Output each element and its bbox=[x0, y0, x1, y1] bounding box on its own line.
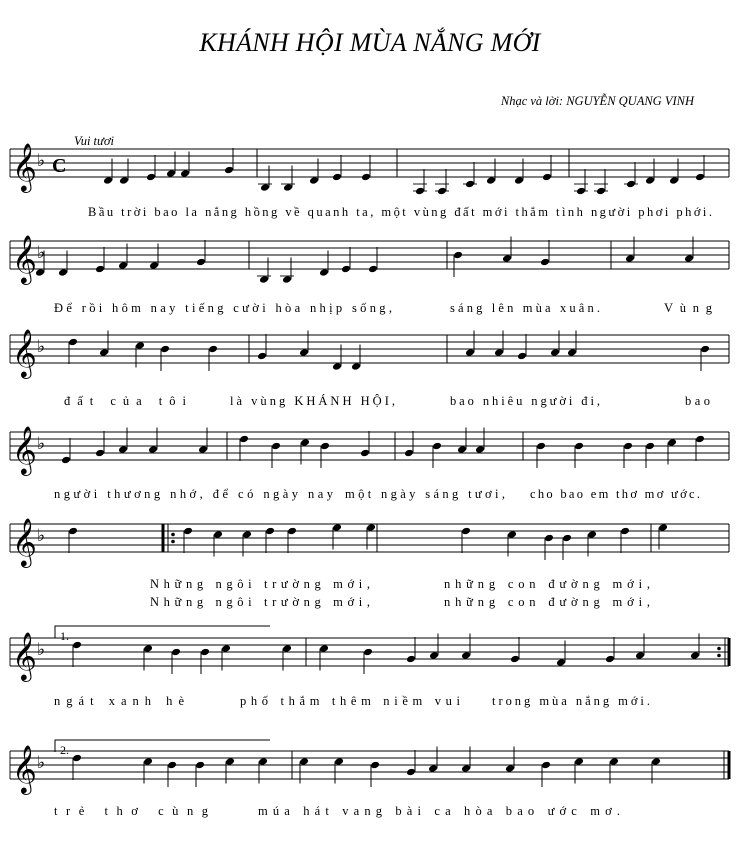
note-head bbox=[635, 651, 645, 660]
note-head bbox=[541, 761, 551, 770]
note-head bbox=[180, 169, 190, 178]
note-head bbox=[620, 527, 630, 536]
composer-credit: Nhạc và lời: NGUYỄN QUANG VINH bbox=[500, 94, 694, 108]
note-head bbox=[143, 757, 153, 766]
note-head bbox=[118, 445, 128, 454]
note-head bbox=[567, 348, 577, 357]
note-head bbox=[406, 768, 416, 777]
note-head bbox=[361, 173, 371, 182]
lyric-line: Vùng bbox=[664, 301, 712, 315]
lyric-line: Bầu trời bao la nắng hồng về quanh ta, một vùng đất mới thắm tình người phơi phới. bbox=[88, 205, 712, 219]
note-head bbox=[453, 251, 463, 260]
note-head bbox=[658, 523, 668, 532]
note-head bbox=[461, 527, 471, 536]
note-head bbox=[143, 644, 153, 653]
note-head bbox=[258, 757, 268, 766]
note-head bbox=[536, 442, 546, 451]
treble-clef: 𝄞 bbox=[12, 142, 37, 191]
note-head bbox=[667, 438, 677, 447]
note-head bbox=[587, 530, 597, 539]
note-head bbox=[544, 534, 554, 543]
note-head bbox=[457, 445, 467, 454]
note-head bbox=[609, 757, 619, 766]
lyric-line: bao nhiêu người đi, bbox=[450, 394, 600, 408]
note-head bbox=[645, 442, 655, 451]
note-head bbox=[669, 176, 679, 185]
note-head bbox=[198, 445, 208, 454]
note-head bbox=[72, 754, 82, 763]
note-head bbox=[465, 348, 475, 357]
note-head bbox=[58, 268, 68, 277]
key-signature-flat: ♭ bbox=[37, 526, 46, 546]
note-head bbox=[148, 445, 158, 454]
note-head bbox=[334, 757, 344, 766]
note-head bbox=[319, 644, 329, 653]
lyric-line: Để rồi hôm nay tiếng cười hòa nhịp sống, bbox=[54, 301, 392, 315]
note-head bbox=[404, 449, 414, 458]
note-head bbox=[200, 648, 210, 657]
note-head bbox=[517, 352, 527, 361]
lyric-line: múa hát vang bài ca hòa bao ước mơ. bbox=[258, 804, 620, 818]
note-head bbox=[556, 658, 566, 667]
note-head bbox=[300, 438, 310, 447]
note-head bbox=[95, 449, 105, 458]
note-head bbox=[507, 530, 517, 539]
lyric-line: cho bao em thơ mơ ước. bbox=[530, 487, 700, 501]
note-head bbox=[700, 345, 710, 354]
volta-bracket bbox=[55, 740, 270, 752]
note-head bbox=[332, 362, 342, 371]
lyric-line: phố thắm thêm niềm vui bbox=[240, 694, 460, 708]
note-head bbox=[160, 345, 170, 354]
note-head bbox=[72, 641, 82, 650]
key-signature-flat: ♭ bbox=[37, 151, 46, 171]
note-head bbox=[260, 183, 270, 192]
note-head bbox=[195, 761, 205, 770]
note-head bbox=[183, 527, 193, 536]
note-head bbox=[239, 435, 249, 444]
note-head bbox=[562, 534, 572, 543]
key-signature-flat: ♭ bbox=[37, 434, 46, 454]
note-head bbox=[166, 169, 176, 178]
note-head bbox=[149, 261, 159, 270]
note-head bbox=[146, 173, 156, 182]
treble-clef: 𝄞 bbox=[12, 425, 37, 474]
note-head bbox=[287, 527, 297, 536]
note-head bbox=[505, 764, 515, 773]
note-head bbox=[510, 655, 520, 664]
note-head bbox=[494, 348, 504, 357]
key-signature-flat: ♭ bbox=[37, 243, 46, 263]
note-head bbox=[695, 435, 705, 444]
treble-clef: 𝄞 bbox=[12, 234, 37, 283]
tempo-marking: Vui tươi bbox=[74, 134, 114, 148]
note-head bbox=[690, 651, 700, 660]
note-head bbox=[282, 275, 292, 284]
note-head bbox=[461, 651, 471, 660]
note-head bbox=[319, 268, 329, 277]
note-head bbox=[406, 655, 416, 664]
note-head bbox=[213, 530, 223, 539]
note-head bbox=[167, 761, 177, 770]
note-head bbox=[645, 176, 655, 185]
note-head bbox=[542, 173, 552, 182]
volta-bracket bbox=[55, 626, 270, 638]
note-head bbox=[271, 442, 281, 451]
volta-number: 2. bbox=[60, 743, 69, 757]
repeat-dot bbox=[171, 540, 175, 544]
time-signature: C bbox=[52, 155, 67, 177]
note-head bbox=[282, 644, 292, 653]
note-head bbox=[502, 254, 512, 263]
note-head bbox=[225, 757, 235, 766]
treble-clef: 𝄞 bbox=[12, 328, 37, 377]
note-head bbox=[257, 352, 267, 361]
note-head bbox=[432, 442, 442, 451]
lyric-line: những con đường mới, bbox=[444, 595, 650, 609]
note-head bbox=[320, 442, 330, 451]
note-head bbox=[363, 648, 373, 657]
repeat-dot bbox=[171, 533, 175, 537]
note-head bbox=[61, 456, 71, 465]
lyric-line: Những ngôi trường mới, bbox=[150, 595, 371, 609]
note-head bbox=[366, 523, 376, 532]
note-head bbox=[550, 348, 560, 357]
lyric-line: trẻ thơ cùng bbox=[54, 804, 208, 818]
lyric-line: đất của tôi bbox=[64, 394, 186, 408]
note-head bbox=[540, 258, 550, 267]
key-signature-flat: ♭ bbox=[37, 337, 46, 357]
note-head bbox=[368, 265, 378, 274]
note-head bbox=[208, 345, 218, 354]
note-head bbox=[351, 362, 361, 371]
lyric-line: người thương nhớ, để có ngày nay bbox=[54, 487, 334, 501]
note-head bbox=[574, 757, 584, 766]
key-signature-flat: ♭ bbox=[37, 753, 46, 773]
note-head bbox=[283, 183, 293, 192]
note-head bbox=[299, 348, 309, 357]
lyric-line: là vùng KHÁNH HỘI, bbox=[230, 394, 395, 408]
note-head bbox=[370, 761, 380, 770]
song-title: KHÁNH HỘI MÙA NẮNG MỚI bbox=[199, 28, 541, 57]
lyric-line: sáng lên mùa xuân. bbox=[450, 301, 600, 315]
lyric-line: ngát xanh hè bbox=[54, 694, 184, 708]
note-head bbox=[99, 348, 109, 357]
lyric-line: trong mùa nắng mới. bbox=[492, 694, 650, 708]
note-head bbox=[309, 176, 319, 185]
note-head bbox=[684, 254, 694, 263]
note-head bbox=[224, 166, 234, 175]
note-head bbox=[623, 442, 633, 451]
treble-clef: 𝄞 bbox=[12, 631, 37, 680]
treble-clef: 𝄞 bbox=[12, 744, 37, 793]
note-head bbox=[514, 176, 524, 185]
note-head bbox=[574, 442, 584, 451]
note-head bbox=[68, 527, 78, 536]
note-head bbox=[221, 644, 231, 653]
note-head bbox=[119, 176, 129, 185]
treble-clef: 𝄞 bbox=[12, 517, 37, 566]
note-head bbox=[242, 530, 252, 539]
key-signature-flat: ♭ bbox=[37, 640, 46, 660]
note-head bbox=[332, 173, 342, 182]
note-head bbox=[171, 648, 181, 657]
note-head bbox=[625, 254, 635, 263]
lyric-line: những con đường mới, bbox=[444, 577, 650, 591]
note-head bbox=[360, 449, 370, 458]
note-head bbox=[135, 341, 145, 350]
note-head bbox=[461, 764, 471, 773]
note-head bbox=[196, 258, 206, 267]
note-head bbox=[651, 757, 661, 766]
note-head bbox=[265, 527, 275, 536]
repeat-dot bbox=[717, 647, 721, 651]
note-head bbox=[428, 764, 438, 773]
lyric-line: Những ngôi trường mới, bbox=[150, 577, 371, 591]
note-head bbox=[103, 176, 113, 185]
lyric-line: bao bbox=[685, 394, 710, 408]
volta-number: 1. bbox=[60, 629, 69, 643]
note-head bbox=[332, 523, 342, 532]
note-head bbox=[695, 173, 705, 182]
note-head bbox=[475, 445, 485, 454]
note-head bbox=[486, 176, 496, 185]
note-head bbox=[118, 261, 128, 270]
note-head bbox=[429, 651, 439, 660]
note-head bbox=[68, 338, 78, 347]
note-head bbox=[605, 655, 615, 664]
note-head bbox=[95, 265, 105, 274]
repeat-dot bbox=[717, 654, 721, 658]
note-head bbox=[299, 757, 309, 766]
lyric-line: một ngày sáng tươi, bbox=[345, 487, 505, 501]
note-head bbox=[341, 265, 351, 274]
note-head bbox=[259, 275, 269, 284]
